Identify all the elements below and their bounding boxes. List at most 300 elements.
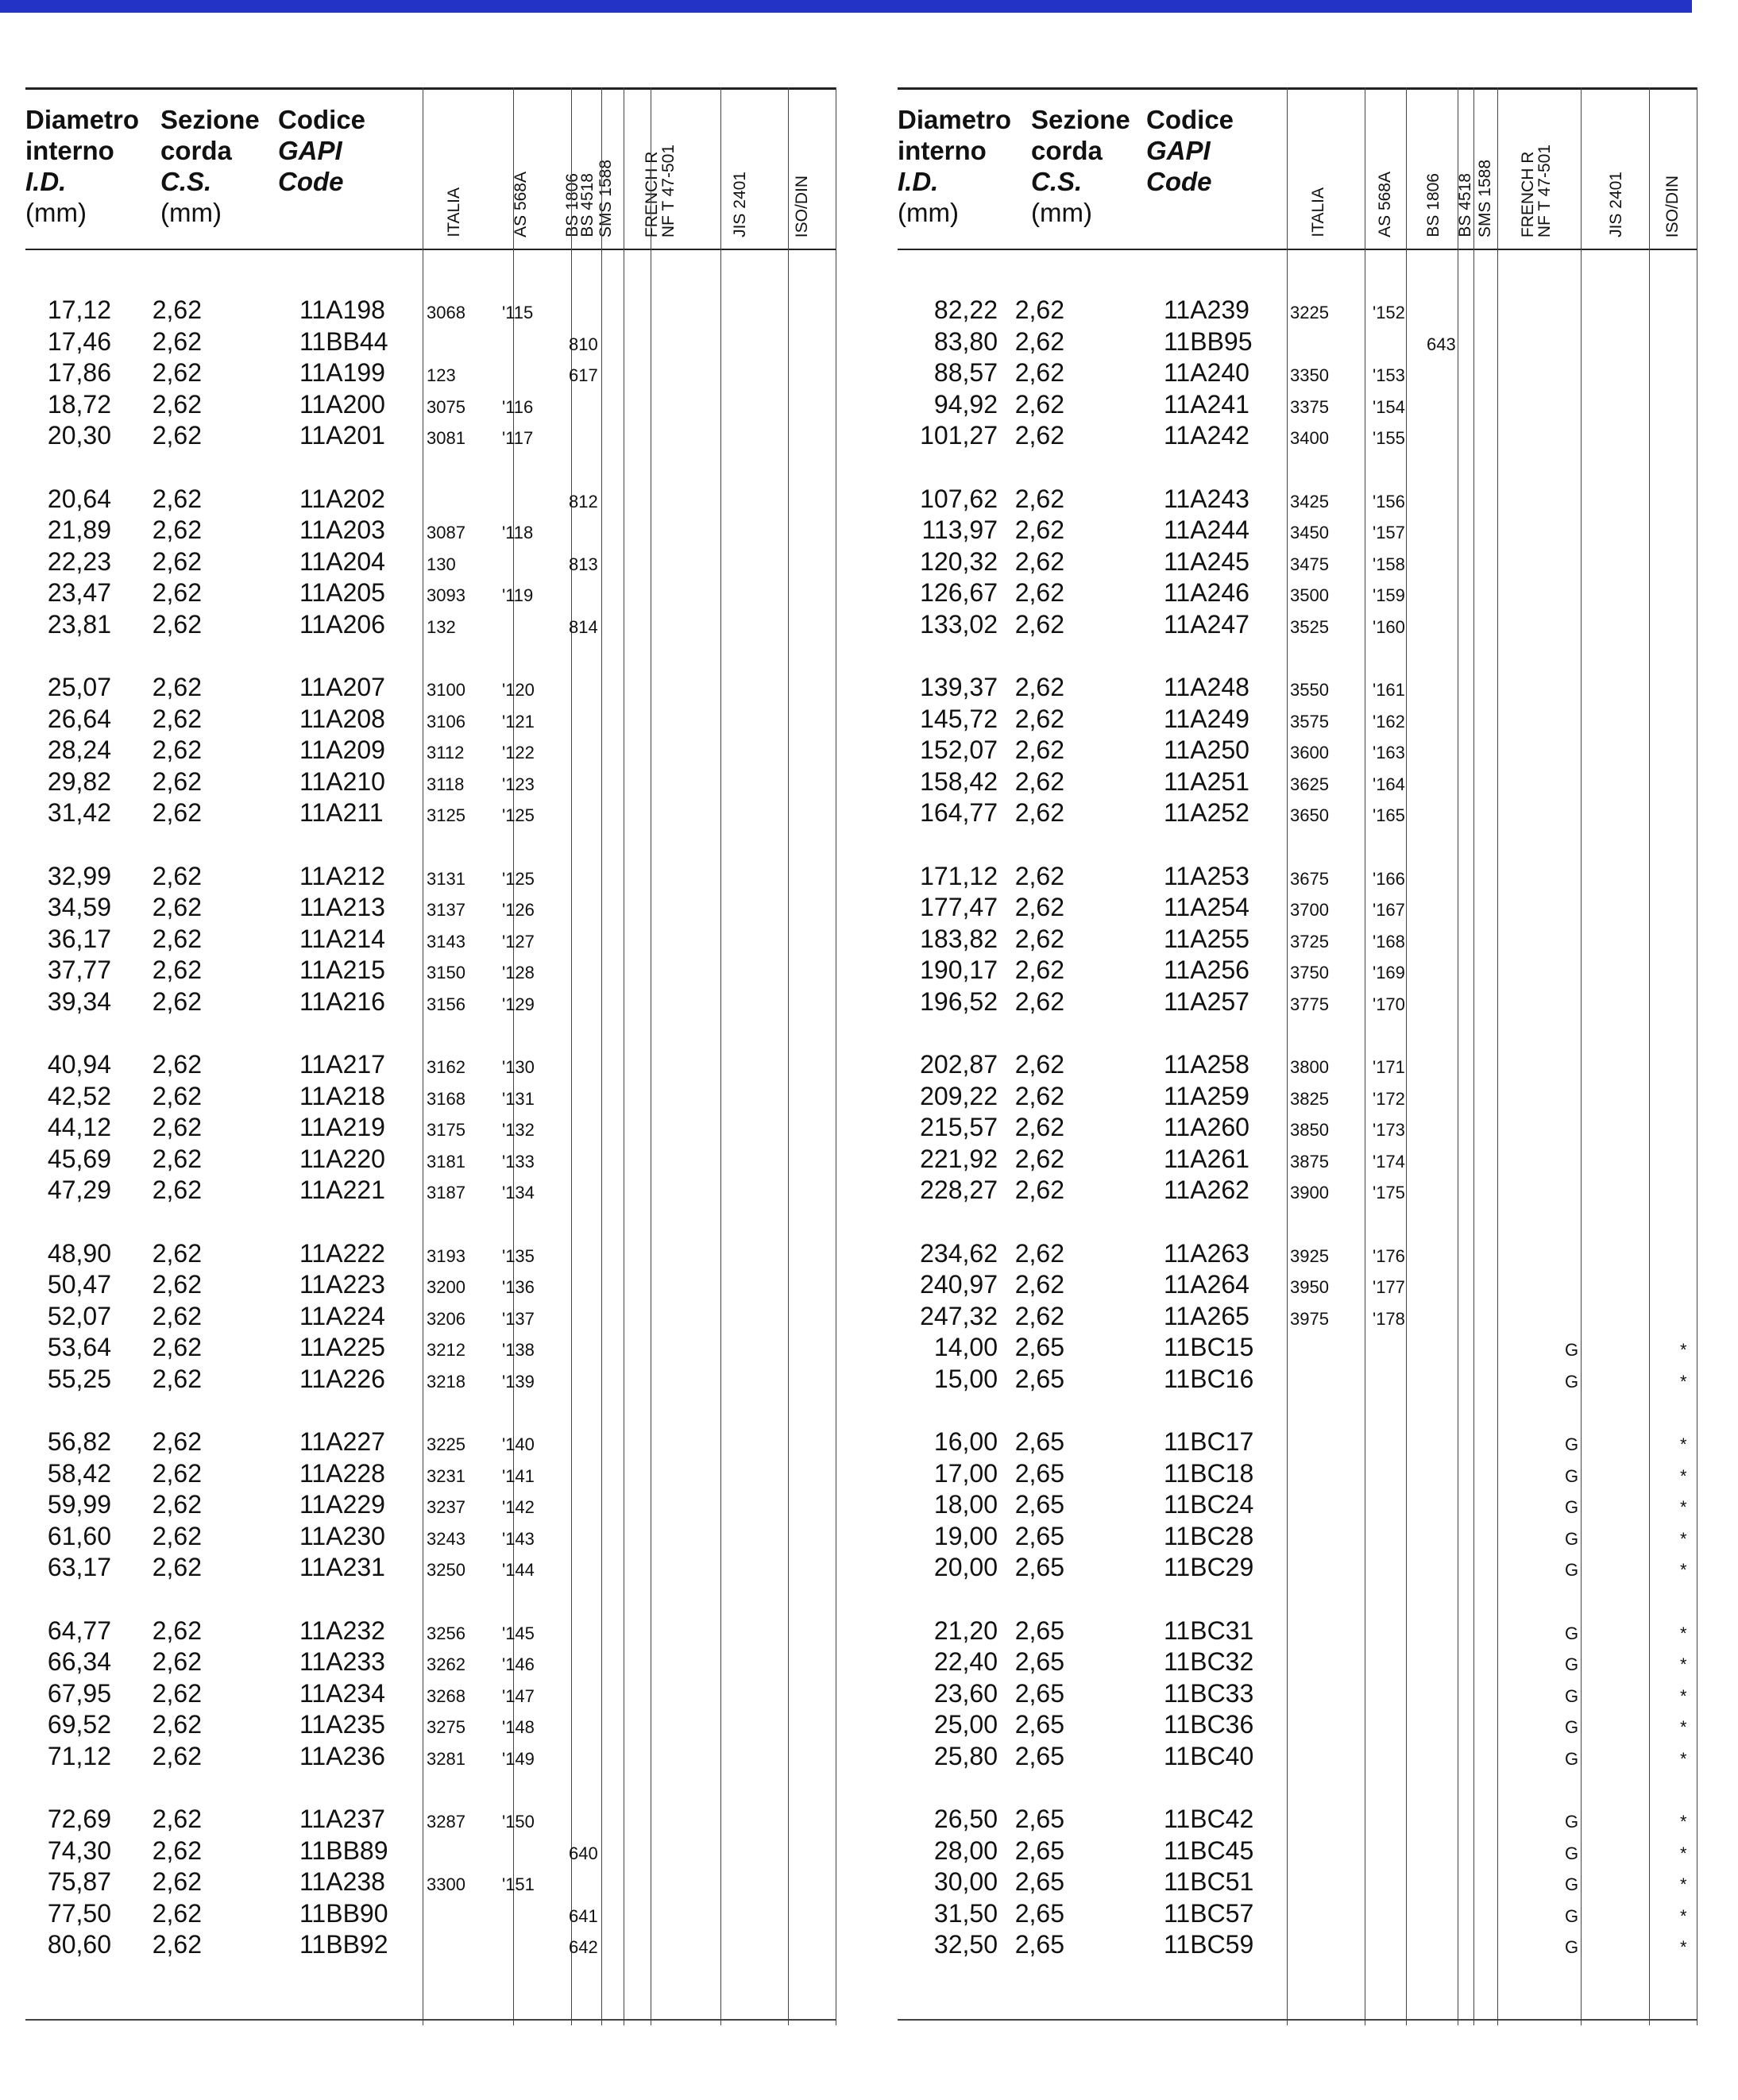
table-row: [25, 1489, 836, 1521]
cell-cross-section: 2,62: [152, 389, 202, 419]
cell-cross-section: 2,62: [152, 358, 202, 387]
cell-as-568a: '164: [1373, 774, 1405, 794]
cell-iso-din: *: [1680, 1497, 1687, 1517]
cell-cross-section: 2,62: [152, 1490, 202, 1519]
table-row: [898, 1332, 1697, 1364]
cell-gapi-code: 11A246: [1164, 578, 1249, 607]
table-row: [25, 672, 836, 704]
column-header-gapi-code: [1146, 104, 1234, 197]
table-row: [898, 1144, 1697, 1175]
row-group: [898, 672, 1697, 829]
cell-cross-section: 2,62: [152, 704, 202, 733]
cell-cross-section: 2,65: [1014, 1616, 1064, 1645]
cell-cross-section: 2,62: [152, 1553, 202, 1581]
cell-italia: 130: [427, 554, 456, 574]
cell-inner-diameter: 31,42: [47, 798, 111, 827]
table-row: [25, 1552, 836, 1584]
cell-iso-din: *: [1680, 1685, 1687, 1706]
cell-as-568a: '115: [502, 303, 534, 322]
cell-gapi-code: 11A257: [1164, 986, 1249, 1016]
cell-italia: 3450: [1290, 523, 1329, 542]
cell-inner-diameter: 67,95: [47, 1678, 111, 1708]
cell-gapi-code: 11A252: [1164, 798, 1249, 827]
cell-cross-section: 2,65: [1014, 1741, 1064, 1770]
cell-gapi-code: 11A265: [1164, 1301, 1249, 1330]
cell-cross-section: 2,62: [152, 1333, 202, 1361]
cell-gapi-code: 11A199: [299, 358, 385, 387]
cell-italia: 3300: [427, 1874, 465, 1894]
cell-cross-section: 2,62: [152, 1805, 202, 1833]
column-header-as-568a: AS 568A: [512, 172, 530, 237]
table-row: [898, 515, 1697, 546]
cell-cross-section: 2,62: [152, 1113, 202, 1141]
cell-as-568a: '169: [1373, 963, 1405, 982]
cell-cross-section: 2,62: [152, 515, 202, 544]
cell-as-568a: '178: [1373, 1308, 1405, 1329]
cell-cross-section: 2,62: [152, 1616, 202, 1645]
table-row: [898, 1678, 1697, 1710]
cell-cross-section: 2,62: [1014, 484, 1064, 513]
cell-inner-diameter: 71,12: [47, 1741, 111, 1770]
cell-as-568a: '156: [1373, 491, 1405, 511]
cell-italia: 3212: [427, 1340, 465, 1360]
row-group: [898, 861, 1697, 1018]
row-group: [25, 295, 836, 452]
cell-inner-diameter: 202,87: [920, 1050, 998, 1079]
table-row: [898, 1552, 1697, 1584]
cell-italia: 3700: [1290, 900, 1329, 920]
cell-italia: 3162: [427, 1057, 465, 1077]
cell-cross-section: 2,62: [1014, 735, 1064, 764]
table-row: [25, 1741, 836, 1773]
cell-cross-section: 2,62: [1014, 798, 1064, 827]
cell-gapi-code: 11A263: [1164, 1238, 1249, 1268]
cell-gapi-code: 11A208: [299, 704, 385, 733]
cell-inner-diameter: 69,52: [47, 1710, 111, 1739]
cell-inner-diameter: 120,32: [920, 546, 998, 576]
cell-inner-diameter: 21,89: [47, 515, 111, 544]
cell-cross-section: 2,65: [1014, 1836, 1064, 1865]
cell-gapi-code: 11BB95: [1164, 326, 1253, 356]
table-row: [898, 1929, 1697, 1961]
table-row: [25, 861, 836, 893]
cell-inner-diameter: 29,82: [47, 766, 111, 796]
column-header-sms-1588: SMS 1588: [597, 159, 615, 237]
table-row: [898, 986, 1697, 1018]
table-row: [25, 515, 836, 546]
cell-inner-diameter: 94,92: [933, 389, 998, 419]
cell-inner-diameter: 44,12: [47, 1113, 111, 1141]
table-row: [25, 1804, 836, 1836]
cell-inner-diameter: 30,00: [933, 1867, 998, 1896]
cell-cross-section: 2,62: [1014, 1113, 1064, 1141]
cell-as-568a: '153: [1373, 365, 1405, 385]
cell-cross-section: 2,65: [1014, 1490, 1064, 1519]
cell-inner-diameter: 101,27: [920, 421, 998, 450]
cell-italia: 3400: [1290, 428, 1329, 448]
cell-gapi-code: 11BC51: [1164, 1867, 1254, 1896]
cell-inner-diameter: 32,99: [47, 861, 111, 890]
cell-french-nf: G: [1565, 1874, 1579, 1894]
cell-italia: 3150: [427, 963, 465, 982]
table-row: [898, 1175, 1697, 1206]
header-line: Sezione: [1031, 105, 1130, 134]
row-group: [25, 861, 836, 1018]
cell-iso-din: *: [1680, 1371, 1687, 1392]
table-row: [25, 357, 836, 389]
cell-gapi-code: 11A201: [299, 421, 385, 450]
cell-as-568a: '148: [502, 1717, 535, 1737]
cell-french-nf: G: [1565, 1748, 1579, 1769]
cell-cross-section: 2,65: [1014, 1678, 1064, 1708]
cell-gapi-code: 11A227: [299, 1427, 385, 1456]
cell-gapi-code: 11BC16: [1164, 1364, 1254, 1393]
cell-as-568a: '176: [1373, 1245, 1405, 1266]
cell-inner-diameter: 74,30: [47, 1836, 111, 1865]
cell-gapi-code: 11BC28: [1164, 1521, 1254, 1550]
row-group: [898, 1616, 1697, 1773]
column-header-iso-din: ISO/DIN: [1663, 175, 1682, 237]
cell-italia: 3925: [1290, 1245, 1329, 1266]
table-row: [25, 1616, 836, 1647]
row-group: [25, 672, 836, 829]
cell-cross-section: 2,62: [1014, 1238, 1064, 1268]
header-line: I.D.: [25, 167, 67, 196]
cell-gapi-code: 11A240: [1164, 358, 1249, 387]
cell-gapi-code: 11A206: [299, 609, 385, 639]
header-line: GAPI: [278, 136, 342, 165]
column-header-inner-diameter: [25, 104, 139, 228]
cell-gapi-code: 11BB44: [299, 326, 388, 356]
table-row: [898, 924, 1697, 955]
cell-italia: 3225: [427, 1434, 465, 1454]
cell-inner-diameter: 18,72: [47, 389, 111, 419]
cell-as-568a: '171: [1373, 1057, 1405, 1077]
cell-inner-diameter: 48,90: [47, 1238, 111, 1268]
table-row: [25, 1521, 836, 1553]
cell-gapi-code: 11A250: [1164, 735, 1249, 764]
table-row: [898, 704, 1697, 735]
cell-gapi-code: 11A229: [299, 1490, 385, 1519]
table-row: [898, 892, 1697, 924]
table-row: [25, 484, 836, 515]
cell-inner-diameter: 221,92: [920, 1144, 998, 1173]
table-row: [25, 389, 836, 421]
column-header-bs-4518: BS 4518: [1456, 173, 1474, 237]
cell-inner-diameter: 113,97: [921, 515, 998, 544]
cell-italia: 3725: [1290, 931, 1329, 952]
cell-inner-diameter: 26,50: [933, 1805, 998, 1833]
cell-italia: 3262: [427, 1654, 465, 1674]
cell-gapi-code: 11BB89: [299, 1836, 388, 1865]
table-row: [898, 546, 1697, 578]
cell-as-568a: '122: [502, 743, 535, 762]
table-row: [25, 609, 836, 641]
cell-inner-diameter: 25,07: [47, 673, 111, 701]
cell-gapi-code: 11A259: [1164, 1081, 1249, 1110]
cell-french-nf: G: [1565, 1905, 1579, 1926]
cell-as-568a: '167: [1373, 900, 1405, 920]
cell-inner-diameter: 39,34: [47, 986, 111, 1016]
cell-cross-section: 2,65: [1014, 1364, 1064, 1393]
cell-inner-diameter: 22,40: [933, 1647, 998, 1676]
cell-italia: 3193: [427, 1245, 465, 1266]
cell-cross-section: 2,62: [1014, 1081, 1064, 1110]
cell-as-568a: '134: [502, 1183, 535, 1202]
cell-gapi-code: 11A216: [299, 986, 385, 1016]
header-line: GAPI: [1146, 136, 1211, 165]
cell-italia: 3100: [427, 680, 465, 700]
cell-cross-section: 2,62: [1014, 1144, 1064, 1173]
cell-inner-diameter: 17,00: [933, 1458, 998, 1488]
cell-gapi-code: 11A221: [299, 1175, 385, 1204]
table-row: [898, 1709, 1697, 1741]
cell-italia: 3825: [1290, 1088, 1329, 1109]
row-group: [25, 1426, 836, 1584]
header-line: (mm): [160, 198, 222, 227]
cell-cross-section: 2,62: [152, 1301, 202, 1330]
cell-gapi-code: 11BC57: [1164, 1898, 1254, 1928]
cell-cross-section: 2,62: [1014, 673, 1064, 701]
table-row: [25, 420, 836, 452]
cell-as-568a: '155: [1373, 428, 1405, 448]
table-row: [25, 1175, 836, 1206]
cell-gapi-code: 11A248: [1164, 673, 1249, 701]
top-banner: [0, 0, 1692, 13]
cell-cross-section: 2,65: [1014, 1867, 1064, 1896]
cell-gapi-code: 11A223: [299, 1270, 385, 1299]
cell-gapi-code: 11A202: [299, 484, 385, 513]
cell-cross-section: 2,62: [1014, 861, 1064, 890]
table-row: [25, 1238, 836, 1270]
table-row: [898, 484, 1697, 515]
cell-french-nf: G: [1565, 1812, 1579, 1832]
header-line: interno: [898, 136, 987, 165]
cell-gapi-code: 11A253: [1164, 861, 1249, 890]
table-header: [898, 87, 1697, 250]
cell-italia: 3225: [1290, 303, 1329, 322]
cell-italia: 3950: [1290, 1277, 1329, 1297]
cell-inner-diameter: 17,12: [47, 295, 111, 324]
header-line: (mm): [25, 198, 87, 227]
cell-italia: 3650: [1290, 805, 1329, 825]
cell-bs-1806: 642: [569, 1937, 598, 1957]
cell-gapi-code: 11A211: [299, 798, 384, 827]
cell-as-568a: '151: [502, 1874, 535, 1894]
cell-inner-diameter: 240,97: [920, 1270, 998, 1299]
cell-cross-section: 2,62: [152, 1521, 202, 1550]
cell-cross-section: 2,65: [1014, 1521, 1064, 1550]
table-row: [898, 1866, 1697, 1898]
cell-cross-section: 2,62: [1014, 986, 1064, 1016]
cell-as-568a: '127: [502, 931, 535, 952]
cell-as-568a: '129: [502, 994, 535, 1014]
cell-italia: 3268: [427, 1685, 465, 1706]
cell-inner-diameter: 190,17: [920, 955, 998, 984]
cell-italia: 3256: [427, 1623, 465, 1643]
cell-cross-section: 2,65: [1014, 1427, 1064, 1456]
cell-as-568a: '166: [1373, 868, 1405, 889]
row-group: [898, 1049, 1697, 1206]
cell-cross-section: 2,62: [152, 1238, 202, 1268]
cell-inner-diameter: 88,57: [933, 358, 998, 387]
cell-inner-diameter: 234,62: [920, 1238, 998, 1268]
cell-cross-section: 2,62: [152, 1175, 202, 1204]
cell-cross-section: 2,62: [1014, 1270, 1064, 1299]
cell-italia: 3112: [427, 743, 465, 762]
table-row: [25, 766, 836, 798]
cell-french-nf: G: [1565, 1340, 1579, 1360]
cell-inner-diameter: 47,29: [47, 1175, 111, 1204]
cell-as-568a: '145: [502, 1623, 535, 1643]
cell-italia: 3156: [427, 994, 465, 1014]
cell-iso-din: *: [1680, 1340, 1687, 1360]
column-header-cross-section: [1031, 104, 1130, 228]
table-row: [25, 1332, 836, 1364]
cell-as-568a: '159: [1373, 585, 1405, 605]
table-row: [898, 1364, 1697, 1395]
table-row: [25, 1301, 836, 1333]
cell-italia: 3087: [427, 523, 465, 542]
cell-italia: 3187: [427, 1183, 465, 1202]
cell-italia: 3200: [427, 1277, 465, 1297]
cell-cross-section: 2,65: [1014, 1710, 1064, 1739]
row-group: [25, 1049, 836, 1206]
table-row: [25, 295, 836, 326]
cell-gapi-code: 11BB90: [299, 1898, 388, 1928]
cell-gapi-code: 11A242: [1164, 421, 1249, 450]
cell-gapi-code: 11A204: [299, 546, 385, 576]
row-group: [25, 1238, 836, 1395]
cell-as-568a: '119: [502, 585, 534, 605]
cell-gapi-code: 11A218: [299, 1081, 385, 1110]
cell-italia: 3143: [427, 931, 465, 952]
cell-italia: 3425: [1290, 491, 1329, 511]
table-row: [25, 1866, 836, 1898]
cell-inner-diameter: 64,77: [47, 1616, 111, 1645]
cell-iso-din: *: [1680, 1465, 1687, 1486]
cell-gapi-code: 11A237: [299, 1805, 385, 1833]
table-row: [898, 1238, 1697, 1270]
cell-italia: 3800: [1290, 1057, 1329, 1077]
cell-as-568a: '152: [1373, 303, 1405, 322]
cell-iso-din: *: [1680, 1905, 1687, 1926]
cell-inner-diameter: 42,52: [47, 1081, 111, 1110]
cell-inner-diameter: 31,50: [933, 1898, 998, 1928]
cell-italia: 3675: [1290, 868, 1329, 889]
cell-french-nf: G: [1565, 1937, 1579, 1957]
column-header-italia: ITALIA: [445, 187, 463, 237]
cell-cross-section: 2,62: [152, 955, 202, 984]
cell-italia: 3475: [1290, 554, 1329, 574]
table-row: [25, 1929, 836, 1961]
table-row: [25, 1081, 836, 1113]
cell-gapi-code: 11BC29: [1164, 1553, 1254, 1581]
cell-gapi-code: 11A214: [299, 924, 385, 953]
cell-gapi-code: 11A247: [1164, 609, 1249, 639]
cell-inner-diameter: 77,50: [47, 1898, 111, 1928]
cell-gapi-code: 11A207: [299, 673, 385, 701]
cell-as-568a: '144: [502, 1560, 535, 1580]
column-header-jis-2401: JIS 2401: [1607, 172, 1625, 237]
cell-cross-section: 2,62: [152, 1270, 202, 1299]
table-row: [898, 1836, 1697, 1867]
cell-cross-section: 2,62: [152, 609, 202, 639]
cell-inner-diameter: 58,42: [47, 1458, 111, 1488]
cell-french-nf: G: [1565, 1717, 1579, 1737]
table-row: [25, 797, 836, 829]
header-line: Diametro: [898, 105, 1012, 134]
table-row: [898, 672, 1697, 704]
cell-cross-section: 2,62: [1014, 578, 1064, 607]
cell-gapi-code: 11A232: [299, 1616, 385, 1645]
cell-inner-diameter: 17,46: [47, 326, 111, 356]
cell-inner-diameter: 16,00: [933, 1427, 998, 1456]
cell-inner-diameter: 18,00: [933, 1490, 998, 1519]
cell-inner-diameter: 19,00: [933, 1521, 998, 1550]
cell-gapi-code: 11BC45: [1164, 1836, 1254, 1865]
cell-inner-diameter: 26,64: [47, 704, 111, 733]
table-row: [25, 546, 836, 578]
cell-italia: 3281: [427, 1748, 465, 1769]
cell-cross-section: 2,62: [152, 484, 202, 513]
cell-italia: 3137: [427, 900, 465, 920]
cell-as-568a: '137: [502, 1308, 535, 1329]
table-row: [25, 577, 836, 609]
column-header-as-568a: AS 568A: [1376, 172, 1394, 237]
cell-cross-section: 2,62: [1014, 515, 1064, 544]
cell-gapi-code: 11A241: [1164, 389, 1249, 419]
cell-cross-section: 2,62: [152, 1458, 202, 1488]
table-row: [898, 389, 1697, 421]
row-group: [898, 295, 1697, 452]
cell-as-568a: '149: [502, 1748, 535, 1769]
cell-italia: 3237: [427, 1497, 465, 1517]
cell-cross-section: 2,62: [152, 1898, 202, 1928]
cell-inner-diameter: 15,00: [933, 1364, 998, 1393]
table-row: [898, 1458, 1697, 1490]
cell-french-nf: G: [1565, 1497, 1579, 1517]
column-header-jis-2401: JIS 2401: [731, 172, 749, 237]
cell-iso-din: *: [1680, 1748, 1687, 1769]
cell-italia: 3081: [427, 428, 465, 448]
cell-as-568a: '154: [1373, 396, 1405, 417]
cell-cross-section: 2,62: [152, 1647, 202, 1676]
cell-inner-diameter: 107,62: [920, 484, 998, 513]
cell-inner-diameter: 80,60: [47, 1930, 111, 1959]
header-line: Codice: [278, 105, 366, 134]
table-row: [898, 609, 1697, 641]
cell-italia: 3068: [427, 303, 465, 322]
cell-as-568a: '150: [502, 1812, 535, 1832]
cell-gapi-code: 11A209: [299, 735, 385, 764]
cell-inner-diameter: 53,64: [47, 1333, 111, 1361]
cell-as-568a: '131: [502, 1088, 535, 1109]
table-row: [898, 1269, 1697, 1301]
cell-as-568a: '130: [502, 1057, 535, 1077]
cell-as-568a: '168: [1373, 931, 1405, 952]
cell-iso-din: *: [1680, 1560, 1687, 1580]
cell-bs-1806: 641: [569, 1905, 598, 1926]
cell-gapi-code: 11A210: [299, 766, 385, 796]
cell-gapi-code: 11BC36: [1164, 1710, 1254, 1739]
table-row: [25, 924, 836, 955]
cell-gapi-code: 11A243: [1164, 484, 1249, 513]
cell-bs-1806: 643: [1427, 334, 1456, 354]
cell-italia: 3075: [427, 396, 465, 417]
cell-cross-section: 2,62: [152, 326, 202, 356]
cell-gapi-code: 11A213: [299, 893, 385, 921]
